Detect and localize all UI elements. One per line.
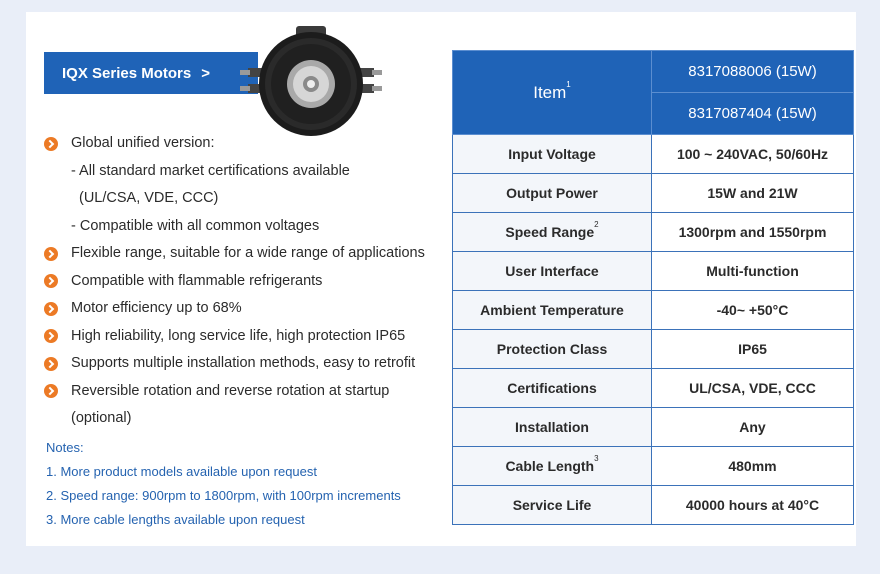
feature-item: Motor efficiency up to 68% [44, 295, 454, 323]
table-row [453, 252, 854, 291]
motor-image [236, 24, 386, 142]
notes-title: Notes: [46, 440, 84, 455]
chevron-circle-icon [44, 247, 58, 261]
row-label: Protection Class [453, 330, 652, 369]
model-header: 8317087404 (15W) [652, 93, 854, 135]
row-value: 480mm [652, 447, 854, 486]
feature-item: Compatible with flammable refrigerants [44, 268, 454, 296]
row-label: Certifications [453, 369, 652, 408]
table-row [453, 486, 854, 525]
note-item: 2. Speed range: 900rpm to 1800rpm, with 100rpm increments [46, 488, 401, 503]
table-row [453, 408, 854, 447]
row-value: Any [652, 408, 854, 447]
row-label: Input Voltage [453, 135, 652, 174]
feature-subitem: - All standard market certifications available [71, 162, 350, 179]
row-label: Ambient Temperature [453, 291, 652, 330]
row-value: -40~ +50°C [652, 291, 854, 330]
row-label: User Interface [453, 252, 652, 291]
row-label: Output Power [453, 174, 652, 213]
feature-item: Reversible rotation and reverse rotation at startup [44, 378, 454, 406]
feature-subitem: (optional) [71, 410, 132, 426]
row-value: 40000 hours at 40°C [652, 486, 854, 525]
feature-list [44, 130, 454, 433]
note-item: 3. More cable lengths available upon request [46, 512, 305, 527]
notes [46, 436, 456, 532]
feature-subitem: - Compatible with all common voltages [71, 217, 320, 234]
row-value: 15W and 21W [652, 174, 854, 213]
table-row [453, 447, 854, 486]
row-label: Speed Range$^2$ [453, 213, 652, 252]
note-item: 1. More product models available upon request [46, 464, 317, 479]
table-row [453, 213, 854, 252]
chevron-circle-icon [44, 329, 58, 343]
series-banner[interactable] [44, 52, 258, 94]
feature-item: Global unified version: [44, 130, 454, 158]
row-value: 100 ~ 240VAC, 50/60Hz [652, 135, 854, 174]
table-row [453, 135, 854, 174]
spec-table [452, 50, 854, 525]
table-header-row [453, 51, 854, 93]
row-value: IP65 [652, 330, 854, 369]
model-header: 8317088006 (15W) [652, 51, 854, 93]
row-label: Cable Length$^3$ [453, 447, 652, 486]
feature-item: High reliability, long service life, high protection IP65 [44, 323, 454, 351]
chevron-right-icon: > [201, 64, 210, 82]
chevron-circle-icon [44, 384, 58, 398]
chevron-circle-icon [44, 357, 58, 371]
feature-subitem: (UL/CSA, VDE, CCC) [79, 190, 219, 206]
row-value: Multi-function [652, 252, 854, 291]
table-row [453, 369, 854, 408]
feature-item: Flexible range, suitable for a wide range of applications [44, 240, 454, 268]
row-label: Service Life [453, 486, 652, 525]
row-value: UL/CSA, VDE, CCC [652, 369, 854, 408]
feature-item: Supports multiple installation methods, easy to retrofit [44, 350, 454, 378]
chevron-circle-icon [44, 302, 58, 316]
chevron-circle-icon [44, 137, 58, 151]
table-row [453, 330, 854, 369]
series-title: IQX Series Motors [62, 64, 192, 82]
item-header: Item$^1$ [453, 51, 652, 135]
chevron-circle-icon [44, 274, 58, 288]
row-label: Installation [453, 408, 652, 447]
table-row [453, 174, 854, 213]
row-value: 1300rpm and 1550rpm [652, 213, 854, 252]
table-row [453, 291, 854, 330]
content-card [26, 12, 856, 546]
